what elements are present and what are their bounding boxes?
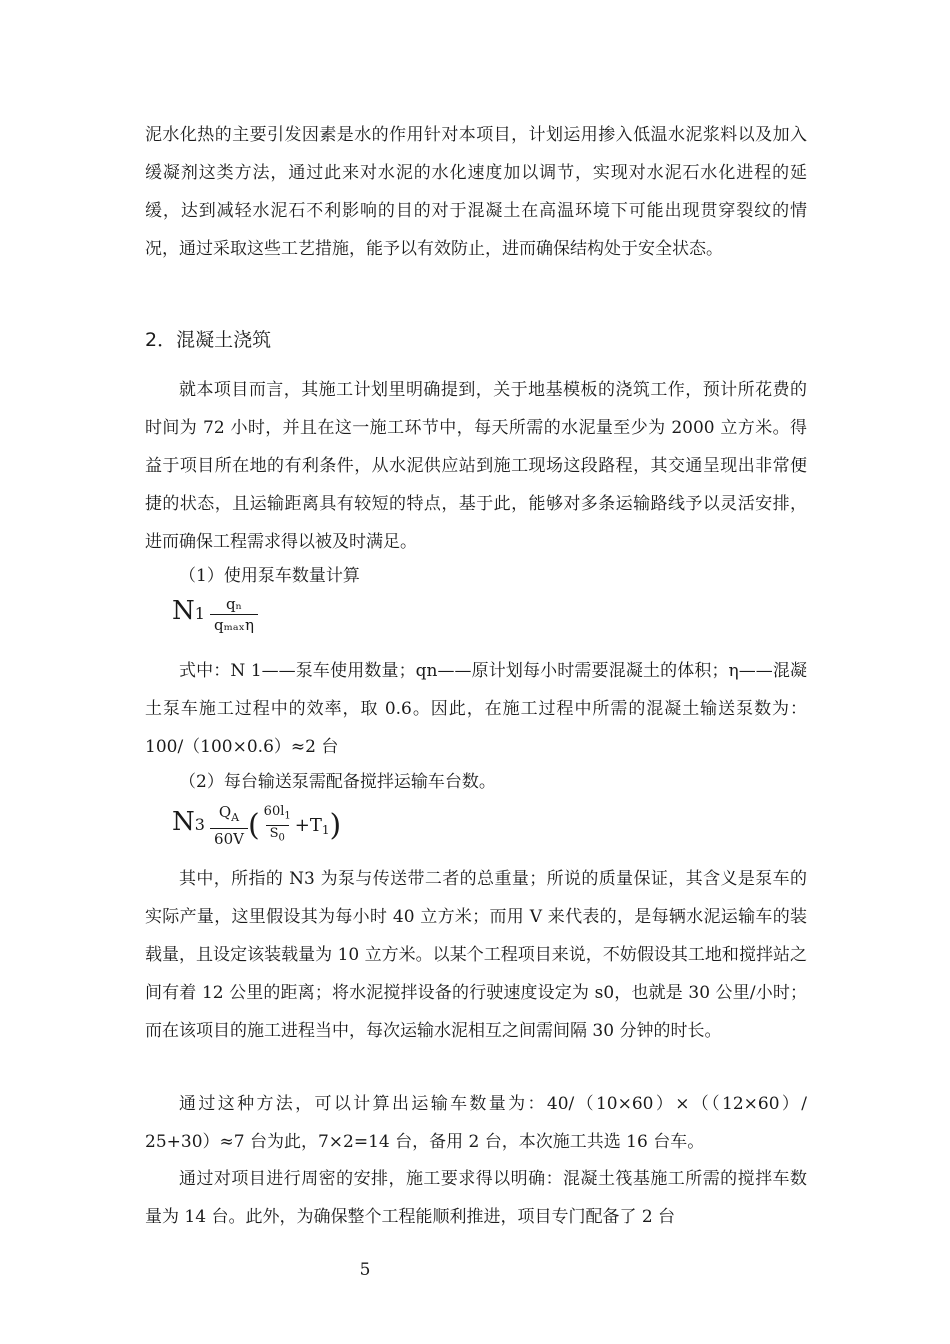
formula2-denominator: 60V (210, 828, 248, 849)
formula2-lhs-sub: 3 (194, 815, 205, 834)
formula2-inner-denominator-sub: 0 (278, 832, 285, 844)
section-heading-concrete-pouring: 2．混凝土浇筑 (145, 329, 272, 351)
formula2-inner-denominator: S (269, 826, 279, 841)
formula2-inner-numerator: 60l (263, 804, 285, 820)
paragraph-formula1-explanation: 式中：N 1——泵车使用数量；qn——原计划每小时需要混凝土的体积；η——混凝土泵车施工过程中的效率，取 0.6。因此，在施工过程中所需的混凝土输送泵数为：100/（100×0.6）≈2 台 (145, 661, 807, 757)
formula2-open-paren: ( (247, 808, 260, 843)
formula2-close-paren: ) (329, 808, 342, 843)
formula2-plus-term: +T (294, 815, 322, 836)
formula2-plus-term-sub: 1 (321, 823, 330, 838)
item-mixer-count-label: （2）每台输送泵需配备搅拌运输车台数。 (179, 772, 496, 792)
paragraph-hydration-heat: 泥水化热的主要引发因素是水的作用针对本项目，计划运用掺入低温水泥浆料以及加入缓凝剂这类方法，通过此来对水泥的水化速度加以调节，实现对水泥石水化进程的延缓，达到减轻水泥石不利影响的目的对于混凝土在高温环境下可能出现贯穿裂纹的情况，通过采取这些工艺措施，能予以有效防止，进而确保结构处于安全状态。 (145, 125, 807, 259)
formula1-lhs: N (172, 596, 195, 626)
formula1-denominator: qₘₐₓη (210, 614, 258, 635)
formula2-numerator: Q (218, 803, 232, 821)
paragraph-calculation-result: 通过这种方法，可以计算出运输车数量为：40/（10×60）×（（12×60）/ 25+30）≈7 台为此，7×2=14 台，备用 2 台，本次施工共选 16 台车。 (145, 1094, 807, 1152)
paragraph-formula2-explanation: 其中，所指的 N3 为泵与传送带二者的总重量；所说的质量保证，其含义是泵车的实际产量，这里假设其为每小时 40 立方米；而用 V 来代表的，是每辆水泥运输车的装载量，且设定该装载量为 10 立方米。以某个工程项目来说，不妨假设其工地和搅拌站之间有着 12 公里的距离；将水泥搅拌设备的行驶速度设定为 s0，也就是 30 公里/小时；而在该项目的施工进程当中，每次运输水泥相互之间需间隔 30 分钟的时长。 (145, 869, 807, 1041)
page-number: 5 (359, 1260, 371, 1280)
formula2-inner-fraction (260, 804, 295, 846)
formula1-numerator: qₙ (225, 595, 243, 613)
formula1-fraction (210, 594, 258, 635)
formula2-lhs: N (172, 807, 195, 837)
paragraph-arrangement: 通过对项目进行周密的安排，施工要求得以明确：混凝土筏基施工所需的搅拌车数量为 14 台。此外，为确保整个工程能顺利推进，项目专门配备了 2 台 (145, 1169, 807, 1227)
formula2-inner-numerator-sub: 1 (284, 811, 291, 822)
formula-mixer-count (172, 802, 341, 849)
formula2-fraction (210, 802, 248, 849)
formula2-numerator-sub: A (231, 811, 240, 824)
formula-pump-count (172, 594, 258, 635)
item-pump-count-label: （1）使用泵车数量计算 (179, 566, 360, 586)
formula1-lhs-sub: 1 (194, 604, 205, 623)
paragraph-pouring-plan: 就本项目而言，其施工计划里明确提到，关于地基模板的浇筑工作，预计所花费的时间为 72 小时，并且在这一施工环节中，每天所需的水泥量至少为 2000 立方米。得益于项目所在地的有利条件，从水泥供应站到施工现场这段路程，其交通呈现出非常便捷的状态，且运输距离具有较短的特点，基于此，能够对多条运输路线予以灵活安排，进而确保工程需求得以被及时满足。 (145, 380, 807, 552)
